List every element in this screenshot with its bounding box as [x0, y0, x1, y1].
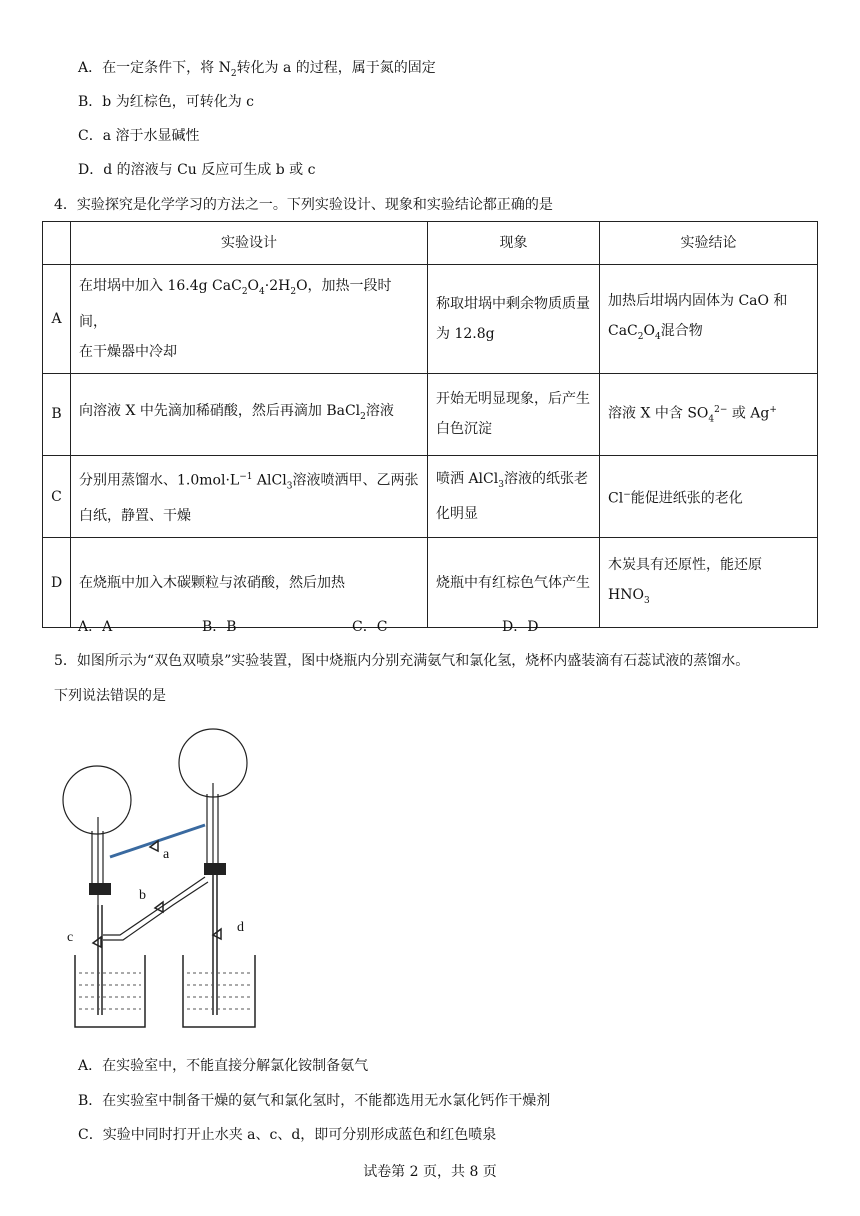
q5-option-a: A．在实验室中，不能直接分解氯化铵制备氨气 — [78, 1058, 369, 1074]
right-beaker — [183, 955, 255, 1027]
q5-option-b: B．在实验室中制备干燥的氨气和氯化氢时，不能都选用无水氯化钙作干燥剂 — [78, 1093, 551, 1109]
label-d: d — [237, 920, 244, 935]
row-conclusion: 木炭具有还原性，能还原 $HNO_3$ — [600, 538, 818, 628]
q3-option-a: A．在一定条件下，将 $N_2$转化为 a 的过程，属于氮的固定 — [78, 60, 436, 79]
header-phenomenon: 现象 — [428, 222, 600, 265]
header-conclusion: 实验结论 — [600, 222, 818, 265]
row-design: 在坩埚中加入 16.4g $CaC_2O_4\cdot 2H_2O$，加热一段时间， 在干燥器中冷却 — [71, 265, 428, 374]
row-phenomenon: 开始无明显现象，后产生白色沉淀 — [428, 373, 600, 455]
label-b: b — [139, 888, 146, 903]
table-row — [43, 265, 818, 374]
row-design: 在烧瓶中加入木碳颗粒与浓硝酸，然后加热 — [71, 538, 428, 628]
page-footer: 试卷第 2 页，共 8 页 — [363, 1164, 497, 1180]
row-phenomenon: 喷洒 AlCl$_3$溶液的纸张老化明显 — [428, 455, 600, 537]
row-phenomenon: 烧瓶中有红棕色气体产生 — [428, 538, 600, 628]
table-row — [43, 455, 818, 537]
q3-option-b: B．b 为红棕色，可转化为 c — [78, 94, 254, 110]
q5-option-c: C．实验中同时打开止水夹 a、c、d，即可分别形成蓝色和红色喷泉 — [78, 1127, 497, 1143]
left-beaker — [75, 955, 145, 1027]
q5-stem-line2: 下列说法错误的是 — [54, 688, 166, 704]
table-corner — [43, 222, 71, 265]
row-label: D — [43, 538, 71, 628]
label-a: a — [163, 847, 170, 862]
double-fountain-apparatus — [55, 705, 285, 1035]
q3-option-c: C．a 溶于水显碱性 — [78, 128, 200, 144]
left-stopper — [89, 883, 111, 895]
q5-stem-line1: 5．如图所示为“双色双喷泉”实验装置，图中烧瓶内分别充满氨气和氯化氢，烧杯内盛装滴有石蕊试液的蒸馏水。 — [54, 653, 750, 669]
row-label: C — [43, 455, 71, 537]
label-c: c — [67, 930, 74, 945]
table-row — [43, 538, 818, 628]
q4-choice-c: C．C — [352, 619, 388, 635]
q4-choice-b: B．B — [202, 619, 237, 635]
row-conclusion: 溶液 X 中含 $SO_4^{2-}$ 或 Ag+ — [600, 373, 818, 455]
table-row — [43, 373, 818, 455]
row-label: A — [43, 265, 71, 374]
table-header-row — [43, 222, 818, 265]
q3-option-d: D．d 的溶液与 Cu 反应可生成 b 或 c — [78, 162, 316, 178]
q4-choice-a: A．A — [78, 619, 113, 635]
q4-choice-d: D．D — [502, 619, 539, 635]
left-flask — [63, 766, 131, 834]
row-label: B — [43, 373, 71, 455]
header-design: 实验设计 — [71, 222, 428, 265]
row-design: 分别用蒸馏水、$1.0mol\cdot L^{-1}$ AlCl$_3$溶液喷洒甲、乙两张白纸，静置、干燥 — [71, 455, 428, 537]
row-conclusion: Cl−能促进纸张的老化 — [600, 455, 818, 537]
q4-stem: 4．实验探究是化学学习的方法之一。下列实验设计、现象和实验结论都正确的是 — [54, 197, 553, 213]
row-design: 向溶液 X 中先滴加稀硝酸，然后再滴加 BaCl$_2$溶液 — [71, 373, 428, 455]
row-conclusion: 加热后坩埚内固体为 CaO 和 $CaC_2O_4$混合物 — [600, 265, 818, 374]
right-stopper — [204, 863, 226, 875]
row-phenomenon: 称取坩埚中剩余物质质量为 12.8g — [428, 265, 600, 374]
experiment-table — [42, 221, 818, 628]
clip-c — [93, 937, 101, 947]
